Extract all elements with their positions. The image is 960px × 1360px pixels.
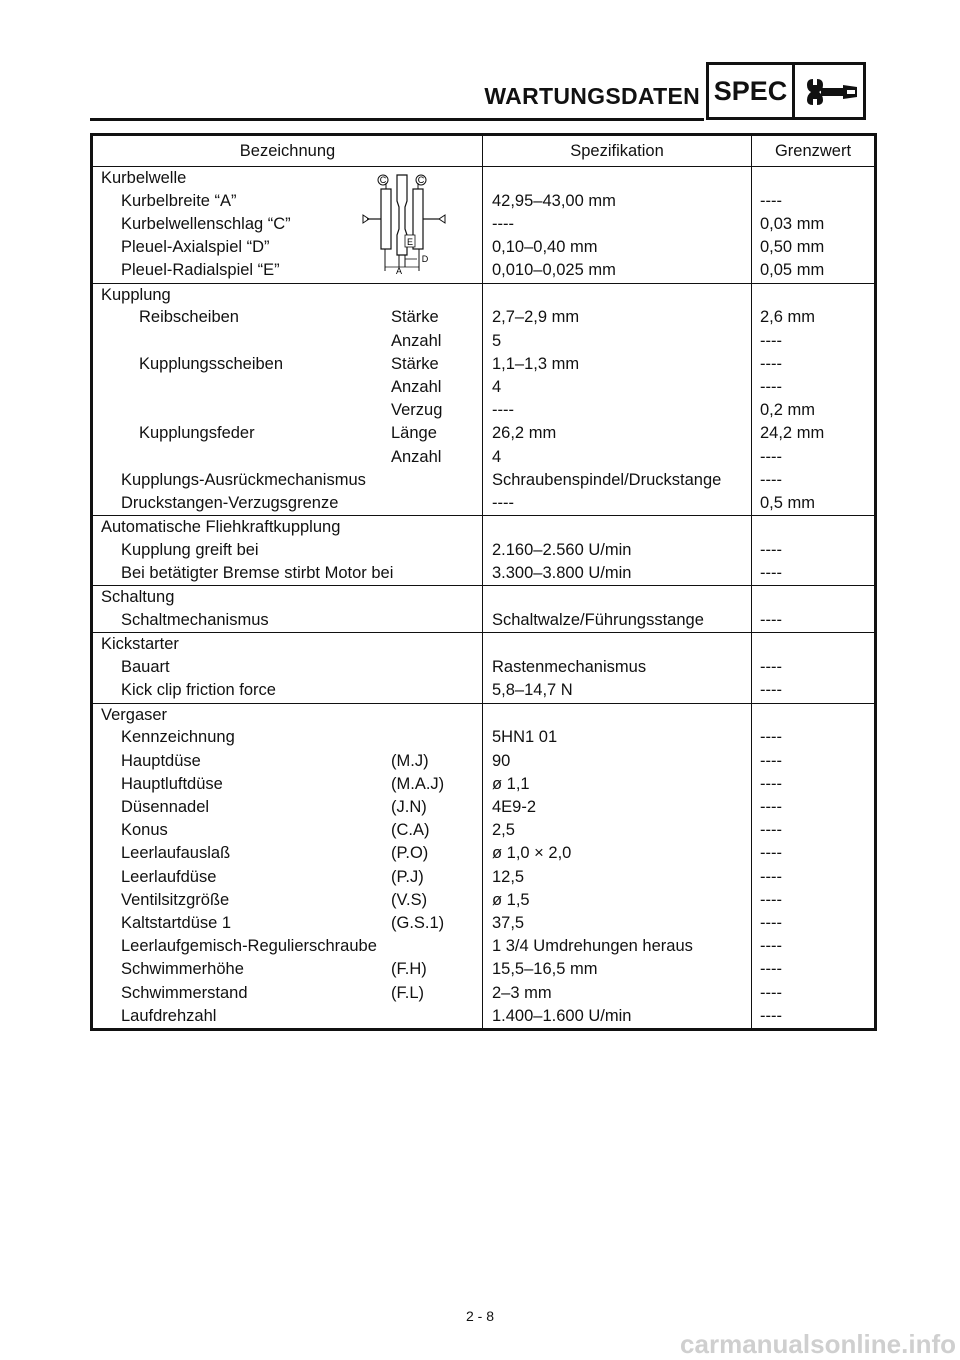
cell-spezifikation: 5,8–14,7 N xyxy=(483,679,752,703)
cell-spezifikation: 4 xyxy=(483,376,752,399)
item-label: Automatische Fliehkraftkupplung xyxy=(101,518,341,537)
cell-grenzwert: ---- xyxy=(752,1005,876,1030)
table-row xyxy=(92,889,876,912)
cell-bezeichnung xyxy=(92,539,483,562)
cell-spezifikation xyxy=(483,586,752,609)
cell-bezeichnung xyxy=(92,399,483,422)
cell-bezeichnung xyxy=(92,958,483,981)
item-label: Vergaser xyxy=(101,705,168,724)
cell-spezifikation: ø 1,1 xyxy=(483,773,752,796)
item-label: Schaltung xyxy=(101,588,175,607)
cell-grenzwert xyxy=(752,283,876,306)
cell-spezifikation: 4 xyxy=(483,446,752,469)
cell-grenzwert: ---- xyxy=(752,679,876,703)
item-sublabel: Stärke xyxy=(391,308,439,327)
cell-spezifikation: 2,7–2,9 mm xyxy=(483,306,752,329)
cell-bezeichnung xyxy=(92,283,483,306)
item-sublabel: (M.A.J) xyxy=(391,774,445,793)
cell-grenzwert: 2,6 mm xyxy=(752,306,876,329)
item-label: Kennzeichnung xyxy=(121,728,235,747)
diagram-label: A xyxy=(395,266,403,275)
cell-spezifikation: 15,5–16,5 mm xyxy=(483,958,752,981)
table-row xyxy=(92,656,876,679)
item-label: Kupplung xyxy=(101,285,171,304)
cell-spezifikation: 26,2 mm xyxy=(483,422,752,445)
cell-grenzwert: ---- xyxy=(752,750,876,773)
item-label: Leerlaufdüse xyxy=(121,867,217,886)
cell-grenzwert xyxy=(752,516,876,539)
cell-bezeichnung xyxy=(92,935,483,958)
cell-bezeichnung xyxy=(92,213,483,236)
cell-spezifikation xyxy=(483,633,752,656)
cell-bezeichnung xyxy=(92,422,483,445)
cell-grenzwert: ---- xyxy=(752,562,876,586)
cell-grenzwert xyxy=(752,167,876,190)
cell-spezifikation: ---- xyxy=(483,213,752,236)
column-header-grenzwert: Grenzwert xyxy=(752,135,876,167)
column-header-bezeichnung: Bezeichnung xyxy=(92,135,483,167)
item-label: Düsennadel xyxy=(121,798,210,817)
cell-grenzwert: ---- xyxy=(752,958,876,981)
cell-grenzwert: ---- xyxy=(752,773,876,796)
watermark: carmanualsonline.info xyxy=(680,1329,956,1359)
item-label: Bei betätigter Bremse stirbt Motor bei xyxy=(121,564,394,583)
diagram-label: D xyxy=(421,254,429,264)
cell-bezeichnung xyxy=(92,796,483,819)
item-sublabel: (J.N) xyxy=(391,798,427,817)
item-sublabel: Länge xyxy=(391,424,437,443)
cell-spezifikation xyxy=(483,703,752,726)
table-group-row xyxy=(92,586,876,609)
cell-bezeichnung xyxy=(92,773,483,796)
table-row xyxy=(92,773,876,796)
spec-badge-label: SPEC xyxy=(713,76,788,106)
spec-badge-divider xyxy=(792,65,795,117)
table-row xyxy=(92,259,876,283)
item-sublabel: (F.H) xyxy=(391,960,427,979)
page-number: 2 - 8 xyxy=(465,1308,494,1324)
item-sublabel: (M.J) xyxy=(391,751,429,770)
cell-grenzwert: 0,2 mm xyxy=(752,399,876,422)
cell-grenzwert: ---- xyxy=(752,469,876,492)
cell-bezeichnung xyxy=(92,656,483,679)
cell-bezeichnung xyxy=(92,889,483,912)
table-row xyxy=(92,912,876,935)
cell-spezifikation: Schraubenspindel/Druckstange xyxy=(483,469,752,492)
table-row xyxy=(92,306,876,329)
cell-spezifikation: 1,1–1,3 mm xyxy=(483,353,752,376)
item-sublabel: (G.S.1) xyxy=(391,914,445,933)
cell-bezeichnung xyxy=(92,306,483,329)
cell-bezeichnung xyxy=(92,353,483,376)
item-label: Kickstarter xyxy=(101,635,179,654)
cell-bezeichnung xyxy=(92,679,483,703)
cell-bezeichnung xyxy=(92,750,483,773)
cell-spezifikation: 5HN1 01 xyxy=(483,726,752,749)
table-row xyxy=(92,679,876,703)
cell-grenzwert: ---- xyxy=(752,353,876,376)
cell-grenzwert xyxy=(752,703,876,726)
table-group-row xyxy=(92,703,876,726)
cell-bezeichnung xyxy=(92,516,483,539)
cell-spezifikation: 37,5 xyxy=(483,912,752,935)
table-row xyxy=(92,819,876,842)
column-header-spezifikation: Spezifikation xyxy=(483,135,752,167)
cell-spezifikation xyxy=(483,283,752,306)
cell-grenzwert: ---- xyxy=(752,889,876,912)
cell-spezifikation: 2–3 mm xyxy=(483,982,752,1005)
item-label: Pleuel-Axialspiel “D” xyxy=(121,238,270,257)
item-label: Konus xyxy=(121,821,168,840)
cell-grenzwert: 24,2 mm xyxy=(752,422,876,445)
table-row xyxy=(92,446,876,469)
table-row xyxy=(92,958,876,981)
table-row xyxy=(92,492,876,516)
spec-table xyxy=(90,133,877,1031)
item-sublabel: Anzahl xyxy=(391,331,442,350)
item-label: Kaltstartdüse 1 xyxy=(121,914,232,933)
cell-bezeichnung xyxy=(92,190,483,213)
cell-spezifikation: ø 1,5 xyxy=(483,889,752,912)
table-row xyxy=(92,1005,876,1030)
item-label: Kick clip friction force xyxy=(121,681,276,700)
cell-bezeichnung xyxy=(92,982,483,1005)
table-row xyxy=(92,562,876,586)
item-sublabel: (V.S) xyxy=(391,890,428,909)
item-sublabel: Verzug xyxy=(391,401,443,420)
table-row xyxy=(92,609,876,633)
cell-bezeichnung xyxy=(92,562,483,586)
cell-grenzwert: ---- xyxy=(752,376,876,399)
cell-spezifikation: 1 3/4 Umdrehungen heraus xyxy=(483,935,752,958)
cell-spezifikation: 12,5 xyxy=(483,866,752,889)
table-group-row xyxy=(92,167,876,190)
table-row xyxy=(92,190,876,213)
cell-spezifikation xyxy=(483,516,752,539)
table-row xyxy=(92,330,876,353)
spec-badge xyxy=(706,62,866,120)
item-sublabel: Stärke xyxy=(391,354,439,373)
cell-spezifikation: ø 1,0 × 2,0 xyxy=(483,842,752,865)
cell-grenzwert: ---- xyxy=(752,446,876,469)
cell-spezifikation: 2.160–2.560 U/min xyxy=(483,539,752,562)
table-row xyxy=(92,399,876,422)
cell-bezeichnung xyxy=(92,1005,483,1030)
cell-grenzwert: ---- xyxy=(752,842,876,865)
cell-bezeichnung xyxy=(92,259,483,283)
cell-bezeichnung xyxy=(92,469,483,492)
cell-grenzwert: ---- xyxy=(752,982,876,1005)
cell-spezifikation: Schaltwalze/Führungsstange xyxy=(483,609,752,633)
cell-bezeichnung xyxy=(92,330,483,353)
table-row xyxy=(92,422,876,445)
cell-spezifikation: 1.400–1.600 U/min xyxy=(483,1005,752,1030)
item-label: Kurbelbreite “A” xyxy=(121,191,237,210)
item-label: Kupplungs-Ausrückmechanismus xyxy=(121,470,366,489)
cell-grenzwert: 0,05 mm xyxy=(752,259,876,283)
table-row xyxy=(92,796,876,819)
cell-spezifikation: ---- xyxy=(483,399,752,422)
cell-bezeichnung xyxy=(92,726,483,749)
cell-spezifikation: 5 xyxy=(483,330,752,353)
cell-grenzwert: ---- xyxy=(752,539,876,562)
table-row xyxy=(92,539,876,562)
cell-grenzwert: ---- xyxy=(752,609,876,633)
cell-bezeichnung xyxy=(92,703,483,726)
cell-spezifikation: 4E9-2 xyxy=(483,796,752,819)
item-label: Druckstangen-Verzugsgrenze xyxy=(121,494,339,513)
table-row xyxy=(92,213,876,236)
item-label: Hauptluftdüse xyxy=(121,774,223,793)
cell-bezeichnung xyxy=(92,866,483,889)
table-row xyxy=(92,866,876,889)
cell-grenzwert: ---- xyxy=(752,912,876,935)
cell-spezifikation xyxy=(483,167,752,190)
item-label: Pleuel-Radialspiel “E” xyxy=(121,261,280,280)
table-group-row xyxy=(92,516,876,539)
cell-bezeichnung xyxy=(92,376,483,399)
cell-grenzwert: ---- xyxy=(752,935,876,958)
cell-bezeichnung xyxy=(92,586,483,609)
cell-spezifikation: 42,95–43,00 mm xyxy=(483,190,752,213)
item-sublabel: (P.J) xyxy=(391,867,424,886)
cell-bezeichnung xyxy=(92,492,483,516)
cell-bezeichnung xyxy=(92,912,483,935)
table-row xyxy=(92,935,876,958)
item-label: Kupplung greift bei xyxy=(121,541,259,560)
cell-bezeichnung xyxy=(92,842,483,865)
diagram-label: C xyxy=(379,175,387,185)
cell-bezeichnung xyxy=(92,819,483,842)
item-sublabel: Anzahl xyxy=(391,378,442,397)
cell-grenzwert: ---- xyxy=(752,796,876,819)
table-row xyxy=(92,750,876,773)
cell-bezeichnung xyxy=(92,446,483,469)
cell-grenzwert: ---- xyxy=(752,819,876,842)
cell-bezeichnung xyxy=(92,609,483,633)
item-label: Leerlaufauslaß xyxy=(121,844,231,863)
cell-spezifikation: 3.300–3.800 U/min xyxy=(483,562,752,586)
item-label: Ventilsitzgröße xyxy=(121,890,230,909)
cell-grenzwert: ---- xyxy=(752,656,876,679)
wrench-icon xyxy=(803,76,859,108)
cell-bezeichnung xyxy=(92,633,483,656)
cell-bezeichnung xyxy=(92,236,483,259)
item-label: Hauptdüse xyxy=(121,751,201,770)
item-label: Schaltmechanismus xyxy=(121,611,269,630)
item-label: Schwimmerhöhe xyxy=(121,960,244,979)
page-title: WARTUNGSDATEN xyxy=(484,83,700,109)
cell-spezifikation: ---- xyxy=(483,492,752,516)
header-rule xyxy=(90,118,704,121)
item-label: Kupplungsscheiben xyxy=(139,354,284,373)
table-row xyxy=(92,982,876,1005)
table-row xyxy=(92,376,876,399)
cell-grenzwert: ---- xyxy=(752,866,876,889)
cell-grenzwert: ---- xyxy=(752,726,876,749)
table-row xyxy=(92,353,876,376)
table-row xyxy=(92,842,876,865)
table-row xyxy=(92,236,876,259)
cell-spezifikation: 0,10–0,40 mm xyxy=(483,236,752,259)
item-sublabel: (C.A) xyxy=(391,821,430,840)
item-sublabel: Anzahl xyxy=(391,447,442,466)
item-label: Kurbelwellenschlag “C” xyxy=(121,215,291,233)
item-label: Kupplungsfeder xyxy=(139,424,255,443)
item-sublabel: (P.O) xyxy=(391,844,429,863)
diagram-label: E xyxy=(406,237,414,247)
table-header-row xyxy=(92,135,876,167)
table-row xyxy=(92,469,876,492)
cell-spezifikation: Rastenmechanismus xyxy=(483,656,752,679)
item-label: Kurbelwelle xyxy=(101,169,187,187)
item-label: Leerlaufgemisch-Regulierschraube xyxy=(121,937,377,956)
item-label: Laufdrehzahl xyxy=(121,1006,217,1025)
table-group-row xyxy=(92,283,876,306)
cell-grenzwert: 0,5 mm xyxy=(752,492,876,516)
cell-spezifikation: 2,5 xyxy=(483,819,752,842)
cell-grenzwert xyxy=(752,633,876,656)
cell-grenzwert: ---- xyxy=(752,330,876,353)
cell-grenzwert xyxy=(752,586,876,609)
item-label: Bauart xyxy=(121,658,170,677)
cell-spezifikation: 0,010–0,025 mm xyxy=(483,259,752,283)
table-row xyxy=(92,726,876,749)
cell-grenzwert: 0,03 mm xyxy=(752,213,876,236)
diagram-label: C xyxy=(417,175,425,185)
item-sublabel: (F.L) xyxy=(391,983,424,1002)
cell-spezifikation: 90 xyxy=(483,750,752,773)
table-group-row xyxy=(92,633,876,656)
item-label: Reibscheiben xyxy=(139,308,239,327)
cell-grenzwert: 0,50 mm xyxy=(752,236,876,259)
cell-grenzwert: ---- xyxy=(752,190,876,213)
item-label: Schwimmerstand xyxy=(121,983,248,1002)
